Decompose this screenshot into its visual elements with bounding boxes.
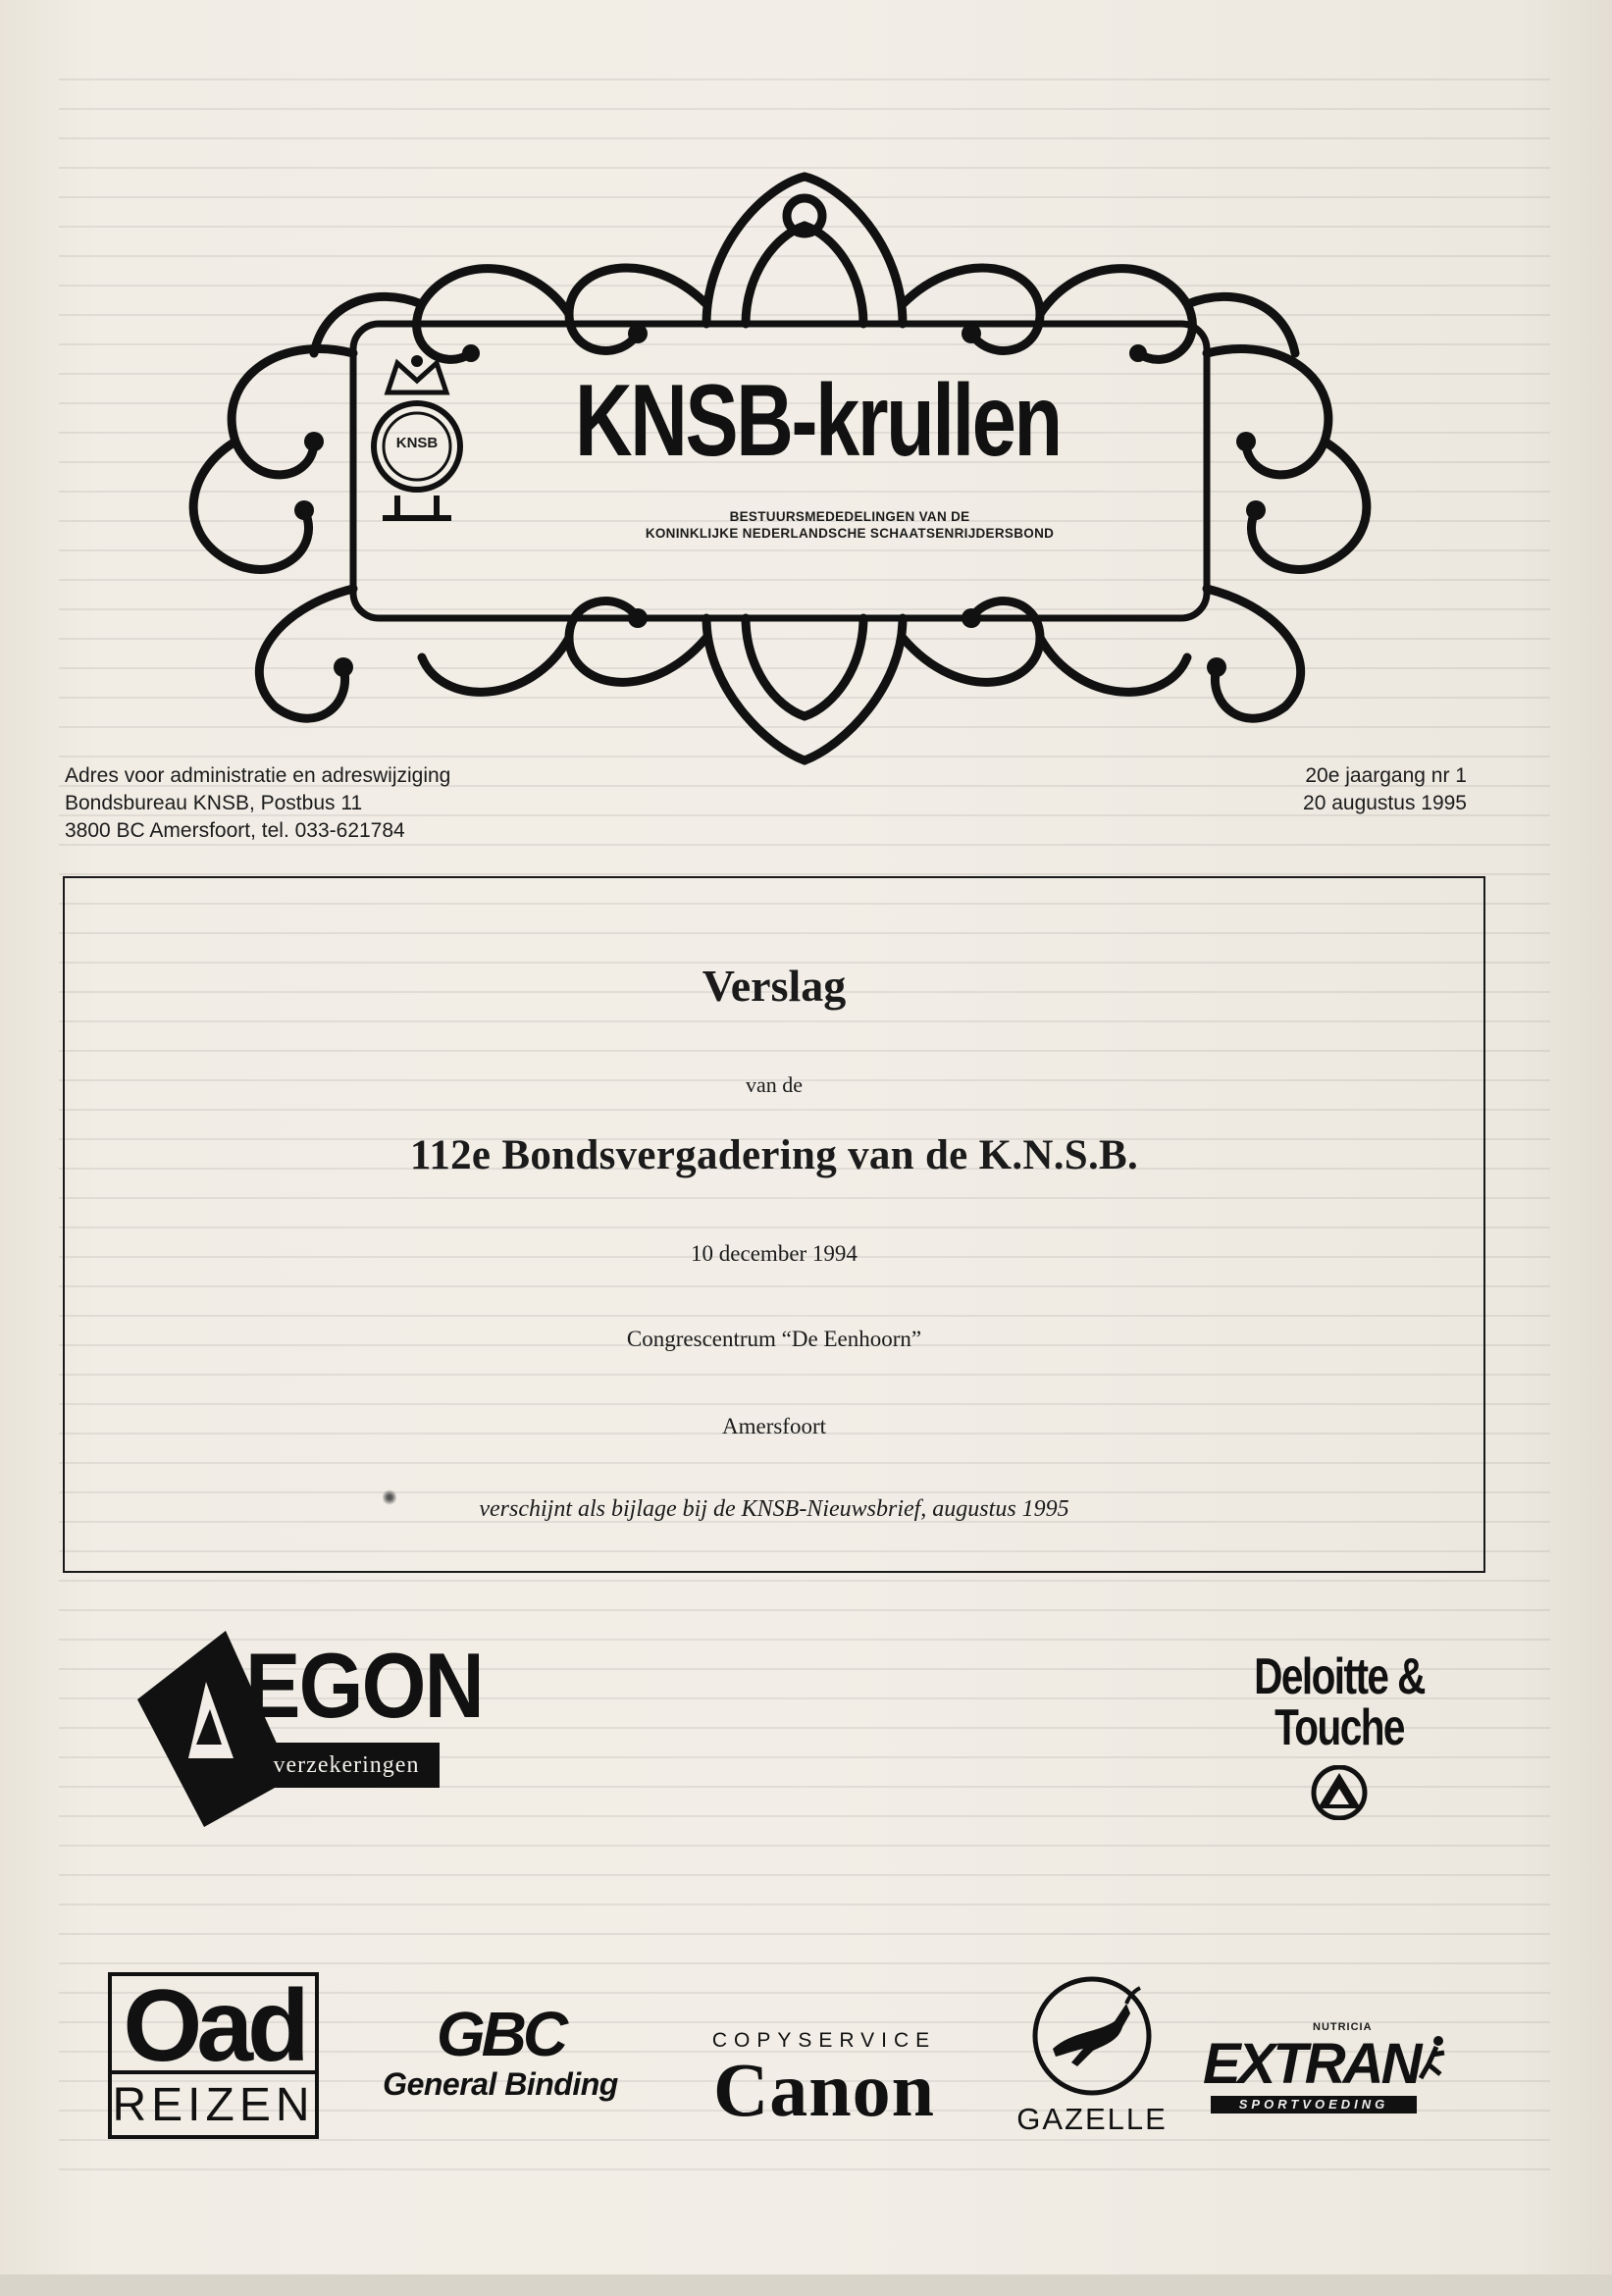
deloitte-logo [1226, 1648, 1452, 1818]
knsb-crest [358, 353, 476, 530]
extran-sub: SPORTVOEDING [1211, 2096, 1417, 2113]
address-block [65, 762, 653, 845]
subtitle-line-2: KONINKLIJKE NEDERLANDSCHE SCHAATSENRIJDERSBOND [645, 526, 1055, 541]
gazelle-word: GAZELLE [1016, 2102, 1168, 2136]
oad-word: Oad [123, 1969, 304, 2083]
extran-word: EXTRAN [1203, 2032, 1420, 2096]
gbc-sub: General Binding [383, 2066, 618, 2102]
report-city: Amersfoort [721, 1414, 827, 1438]
gbc-logo [358, 1999, 643, 2129]
deloitte-triangle-icon [1310, 1765, 1369, 1820]
report-venue: Congrescentrum “De Eenhoorn” [626, 1327, 922, 1351]
deloitte-line-1: Deloitte & [1254, 1648, 1425, 1705]
masthead-subtitle [624, 508, 1075, 542]
deloitte-line-2: Touche [1274, 1699, 1404, 1756]
address-line-2: Bondsbureau KNSB, Postbus 11 [65, 792, 363, 814]
canon-copyservice: COPYSERVICE [711, 2029, 937, 2052]
address-line-3: 3800 BC Amersfoort, tel. 033-621784 [65, 819, 405, 842]
subtitle-line-1: BESTUURSMEDEDELINGEN VAN DE [729, 509, 970, 524]
issue-block [1143, 762, 1467, 817]
report-van: van de [745, 1072, 804, 1097]
oad-divider [112, 2070, 315, 2074]
canon-word: Canon [712, 2047, 936, 2132]
scan-bottom-edge [0, 2274, 1612, 2296]
report-title: Verslag [702, 961, 847, 1011]
aegon-logo [128, 1631, 500, 1827]
extran-brand: NUTRICIA [1313, 2021, 1373, 2033]
report-date: 10 december 1994 [691, 1241, 858, 1266]
report-main-title: 112e Bondsvergadering van de K.N.S.B. [409, 1132, 1139, 1178]
issue-volume: 20e jaargang nr 1 [1305, 764, 1467, 787]
oad-sub: REIZEN [112, 2079, 315, 2131]
masthead-title: KNSB-krullen [575, 364, 1061, 478]
gazelle-antelope-icon [1028, 1972, 1156, 2100]
aegon-tag: verzekeringen [253, 1743, 440, 1788]
gazelle-logo [994, 1972, 1190, 2144]
extran-runner-icon [1419, 2035, 1448, 2084]
gbc-word: GBC [436, 1999, 565, 2069]
extran-logo [1197, 2021, 1452, 2129]
issue-date: 20 augustus 1995 [1303, 792, 1467, 814]
report-note: verschijnt als bijlage bij de KNSB-Nieuwsbrief, augustus 1995 [479, 1496, 1069, 1522]
report-frame [63, 876, 1485, 1573]
aegon-word: EGON [245, 1634, 483, 1737]
crest-letters: KNSB [395, 435, 439, 451]
oad-reizen-logo [108, 1969, 319, 2139]
address-line-1: Adres voor administratie en adreswijziging [65, 764, 451, 787]
canon-logo [687, 2029, 962, 2137]
